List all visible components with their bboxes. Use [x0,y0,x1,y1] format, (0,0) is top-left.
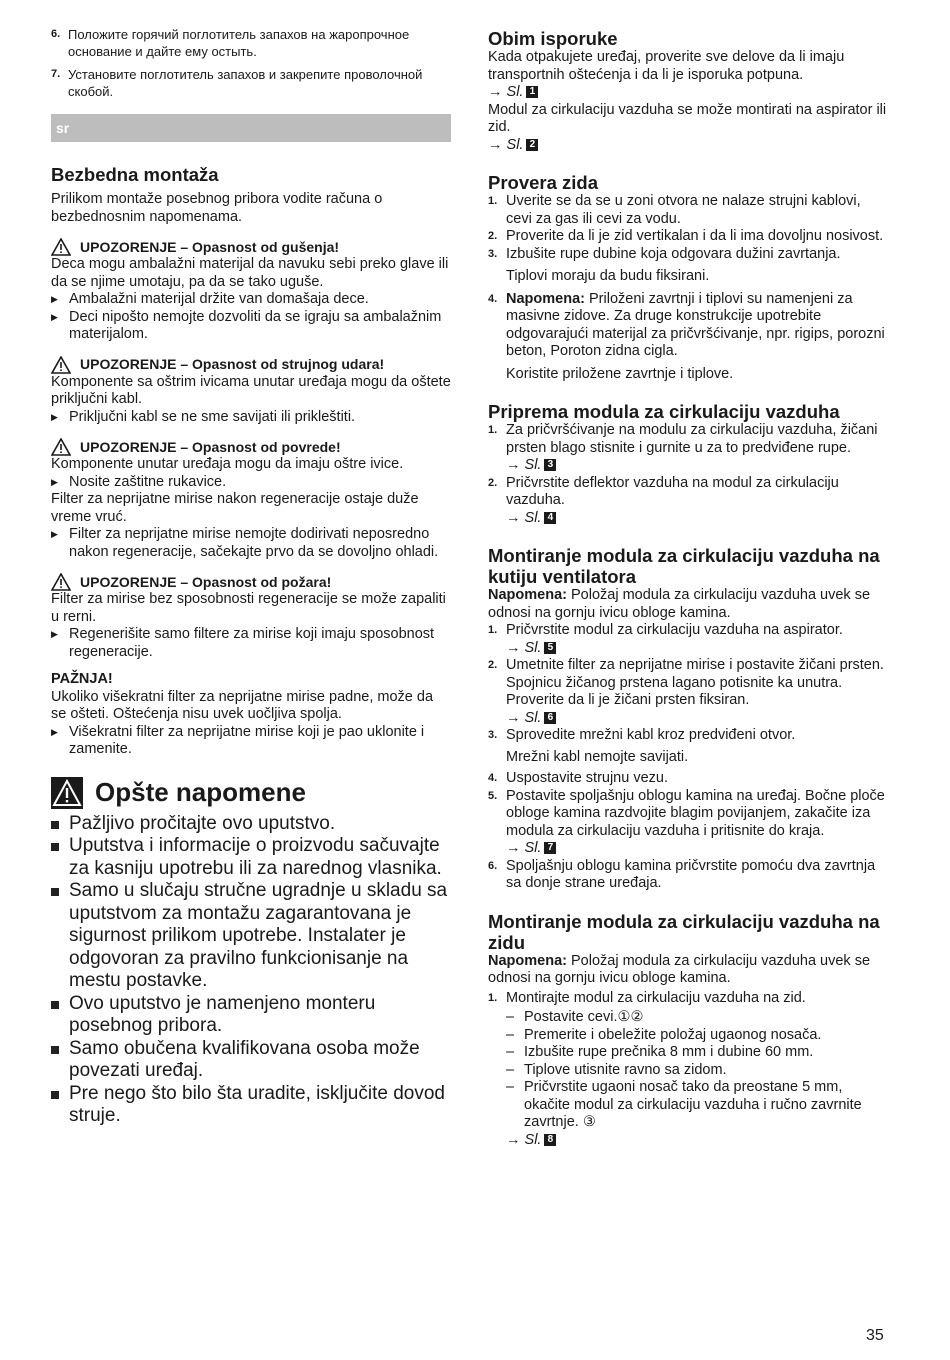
list-item: Samo obučena kvalifikovana osoba može povezati uređaj. [51,1038,451,1083]
list-item: ▶ Višekratni filter za neprijatne mirise koji je pao uklonite i zamenite. [51,723,425,757]
warning-text: Komponente sa oštrim ivicama unutar uređaja mogu da oštete priključni kabl. [51,373,451,407]
warning-triangle-icon [51,438,71,456]
list-item: 6. Положите горячий поглотитель запахов на жаропрочное основание и дайте ему остыть. [51,27,410,59]
square-bullet-icon [51,1038,69,1083]
arrow-bullet-icon: ▶ [51,411,58,422]
section-title-wall: Provera zida [488,172,599,193]
figure-number-badge: 2 [526,139,538,151]
figure-number-badge: 8 [544,1134,556,1146]
warning-text: Deca mogu ambalažni materijal da navuku sebi preko glave ili da se njime umotaju, pa da se tako uguše. [51,256,449,290]
arrow-bullet-icon: ▶ [51,294,58,304]
figure-number-badge: 5 [544,642,556,654]
list-item: 3. Izbušite rupe dubine koja odgovara dužini zavrtanja. [488,245,841,262]
list-item: – Tiplove utisnite ravno sa zidom. [506,1061,727,1078]
figure-ref: → Sl. 1 [488,84,890,102]
arrow-bullet-icon: ▶ [51,726,58,737]
arrow-bullet-icon: ▶ [51,529,58,539]
warning-heading: UPOZORENJE – Opasnost od gušenja! [51,238,451,256]
figure-number-badge: 1 [526,86,538,98]
list-item: ▶ Regenerišite samo filtere za mirise koji imaju sposobnost regeneracije. [51,626,435,660]
list-item: ▶ Nosite zaštitne rukavice. [51,473,227,490]
square-bullet-icon [51,993,69,1038]
warning-box-icon [51,777,83,809]
list-item: 2. Proverite da li je zid vertikalan i da li ima dovoljnu nosivost. [488,228,884,244]
delivery-text: Kada otpakujete uređaj, proverite sve delove da li imaju transportnih oštećenja i da li je isporuka potpuna. [488,49,845,83]
russian-steps [51,26,451,100]
warning-triangle-icon [51,573,71,591]
delivery-text: Modul za cirkulaciju vazduha se može montirati na aspirator ili zid. [488,101,887,135]
list-item: 3. Sprovedite mrežni kabl kroz predviđeni otvor. [488,727,796,743]
figure-ref: → Sl. 3 [488,457,890,475]
caution-title: PAŽNJA! [51,671,113,687]
warning-triangle-icon [51,238,71,256]
arrow-bullet-icon: ▶ [51,629,58,639]
figure-number-badge: 3 [544,459,556,471]
list-item: 2. Pričvrstite deflektor vazduha na modul za cirkulaciju vazduha. [488,474,839,508]
step-note: Mrežni kabl nemojte savijati. [506,748,689,765]
list-item: Pre nego što bilo šta uradite, isključite dovod struje. [51,1083,451,1128]
list-item: 6. Spoljašnju oblogu kamina pričvrstite pomoću dva zavrtnja sa donje strane uređaja. [488,857,876,891]
left-column [51,26,451,1128]
list-item: 1. Za pričvršćivanje na modulu za cirkulaciju vazduha, žičani prsten blago stisnite i gurnite u za to predviđene rupe. [488,422,878,456]
figure-number-badge: 4 [544,512,556,524]
safety-intro: Prilikom montaže posebnog pribora vodite računa o bezbednosnim napomenama. [51,191,383,225]
square-bullet-icon [51,1083,69,1128]
figure-ref: → Sl. 8 [488,1132,890,1150]
list-item: – Pričvrstite ugaoni nosač tako da preostane 5 mm, okačite modul za cirkulaciju vazduha i ručno zavrnite zavrtnje. ③ [506,1079,862,1130]
list-item: Ovo uputstvo je namenjeno monteru posebnog pribora. [51,993,451,1038]
list-item: 2. Umetnite filter za neprijatne mirise i postavite žičani prsten. Spojnicu žičanog prstena lagano potisnite ka unutra. Proverite da li je žičani prsten fiksiran. [488,657,884,708]
section-title-fanbox: Montiranje modula za cirkulaciju vazduha na kutiju ventilatora [488,545,880,587]
figure-ref: → Sl. 5 [488,640,890,658]
right-column [488,26,890,1149]
warning-text: Filter za mirise bez sposobnosti regeneracije se može zapaliti u rerni. [51,591,446,625]
list-item: 5. Postavite spoljašnju oblogu kamina na uređaj. Bočne ploče obloge kamina razdvojite blagim povijanjem, zakačite iza modula za cirkulaciju vazduha i pritisnite do kraja. [488,787,885,839]
section-note: Napomena: Položaj modula za cirkulaciju vazduha uvek se odnosi na gornju ivicu obloge kamina. [488,952,871,986]
arrow-bullet-icon: ▶ [51,311,58,322]
square-bullet-icon [51,813,69,836]
general-list [51,813,451,1128]
figure-ref: → Sl. 6 [488,710,890,728]
warning-triangle-icon [51,356,71,374]
figure-ref: → Sl. 7 [488,840,890,858]
list-item: ▶ Filter za neprijatne mirise nemojte dodirivati neposredno nakon regeneracije, sačekajte prvo da se dovoljno ohladi. [51,526,439,560]
list-item: 1. Uverite se da se u zoni otvora ne nalaze strujni kablovi, cevi za gas ili cevi za vodu. [488,193,861,227]
list-item: 1. Montirajte modul za cirkulaciju vazduha na zid. [488,989,806,1006]
warning-text: Filter za neprijatne mirise nakon regeneracije ostaje duže vreme vruć. [51,491,419,525]
section-title-safety: Bezbedna montaža [51,164,219,185]
language-tab-sr: sr [51,114,451,142]
section-note: Napomena: Položaj modula za cirkulaciju vazduha uvek se odnosi na gornju ivicu obloge kamina. [488,587,871,621]
warning-heading: UPOZORENJE – Opasnost od požara! [51,573,451,591]
page-number: 35 [866,1327,884,1344]
square-bullet-icon [51,835,69,880]
list-item: Pažljivo pročitajte ovo uputstvo. [51,813,451,836]
section-title-general: Opšte napomene [51,777,451,809]
step-note: Tiplovi moraju da budu fiksirani. [506,268,710,284]
list-item: – Premerite i obeležite položaj ugaonog nosača. [506,1026,822,1043]
warning-heading: UPOZORENJE – Opasnost od povrede! [51,438,451,456]
figure-number-badge: 7 [544,842,556,854]
list-item: – Izbušite rupe prečnika 8 mm i dubine 60 mm. [506,1044,814,1060]
list-item: 1. Pričvrstite modul za cirkulaciju vazduha na aspirator. [488,622,843,638]
section-title-prep: Priprema modula za cirkulaciju vazduha [488,401,840,422]
figure-ref: → Sl. 4 [488,510,890,528]
figure-ref: → Sl. 2 [488,137,890,155]
list-item: – Postavite cevi.①② [506,1009,644,1025]
list-item: Uputstva i informacije o proizvodu sačuvajte za kasniju upotrebu ili za narednog vlasnika. [51,835,451,880]
square-bullet-icon [51,880,69,993]
warning-text: Komponente unutar uređaja mogu da imaju oštre ivice. [51,456,404,472]
list-item: ▶ Deci nipošto nemojte dozvoliti da se igraju sa ambalažnim materijalom. [51,308,442,342]
arrow-bullet-icon: ▶ [51,476,58,487]
list-item: 7. Установите поглотитель запахов и закрепите проволочной скобой. [51,67,423,99]
step-note: Koristite priložene zavrtnje i tiplove. [506,365,734,382]
list-item: Samo u slučaju stručne ugradnje u skladu sa uputstvom za montažu zagarantovana je sigurnost prilikom upotrebe. Instalater je odgovoran za pravilno funkcionisanje na mestu postavke. [51,880,451,993]
section-title-onwall: Montiranje modula za cirkulaciju vazduha na zidu [488,910,880,953]
list-item: 4. Napomena: Priloženi zavrtnji i tiplovi su namenjeni za masivne zidove. Za druge konstrukcije upotrebite odgovarajući materijal za pričvršćivanje, npr. rigips, porozni beton, Poroton zidna cigla. [488,290,885,359]
list-item: ▶ Priključni kabl se ne sme savijati ili prikleštiti. [51,408,356,425]
caution-text: Ukoliko višekratni filter za neprijatne mirise padne, može da se ošteti. Oštećenja nisu uvek uočljiva spolja. [51,688,434,722]
list-item: ▶ Ambalažni materijal držite van domašaja dece. [51,291,369,307]
figure-number-badge: 6 [544,712,556,724]
section-title-delivery: Obim isporuke [488,28,618,49]
warning-heading: UPOZORENJE – Opasnost od strujnog udara! [51,356,451,374]
list-item: 4. Uspostavite strujnu vezu. [488,770,668,786]
